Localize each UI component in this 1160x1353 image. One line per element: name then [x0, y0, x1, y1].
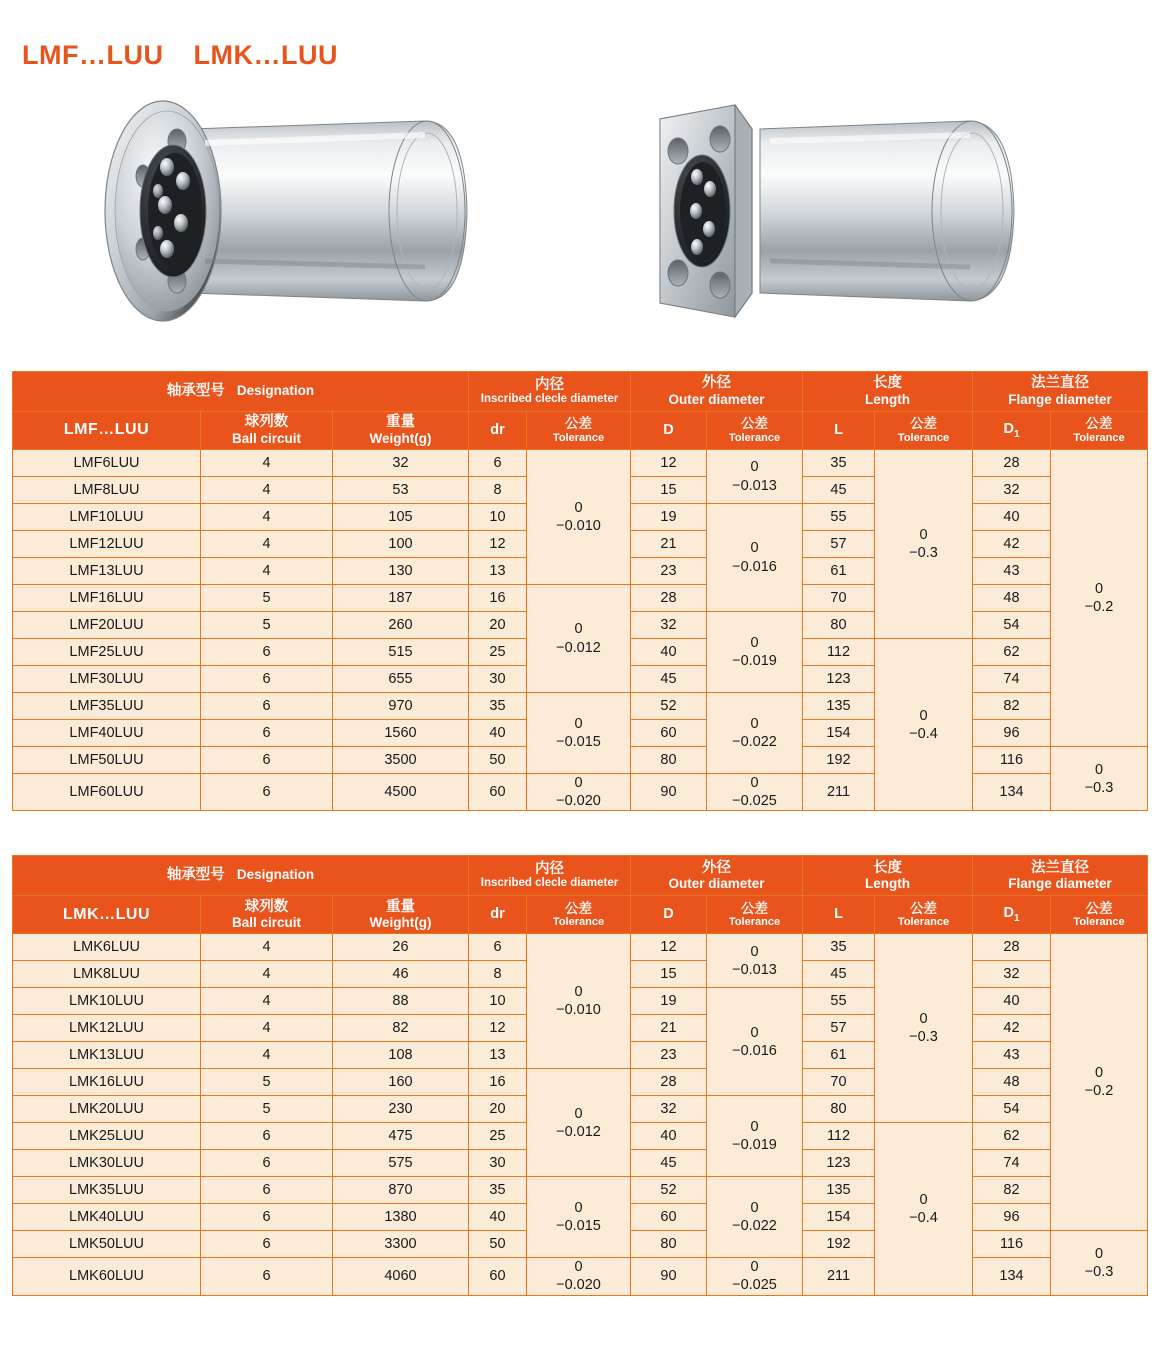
lmk-dr-tolerance-header: 公差 Tolerance: [527, 896, 631, 934]
lmk-D1-cell: 96: [973, 1204, 1051, 1231]
lmf-D-cell: 60: [631, 720, 707, 747]
lmk-L-cell: 154: [803, 1204, 875, 1231]
lmk-ballcircuit-cell: 4: [201, 961, 333, 988]
lmf-model-cell: LMF8LUU: [13, 477, 201, 504]
lmk-D1-cell: 32: [973, 961, 1051, 988]
lmk-weight-cell: 575: [333, 1150, 469, 1177]
lmf-D-cell: 32: [631, 612, 707, 639]
lmk-L-tolerance-header: 公差 Tolerance: [875, 896, 973, 934]
lmk-weight-cell: 230: [333, 1096, 469, 1123]
table-row: [13, 934, 1148, 961]
lmf-dr-cell: 6: [469, 450, 527, 477]
lmk-ballcircuit-cell: 4: [201, 988, 333, 1015]
lmf-weight-cell: 515: [333, 639, 469, 666]
lmk-dr-cell: 25: [469, 1123, 527, 1150]
lmf-weight-en: Weight(g): [369, 431, 432, 447]
lmk-model-cell: LMK25LUU: [13, 1123, 201, 1150]
lmf-L-cell: 57: [803, 531, 875, 558]
lmk-square-flange-bearing: [640, 81, 1060, 341]
lmk-ballcircuit-cell: 6: [201, 1258, 333, 1295]
lmk-flange-header: [973, 856, 1148, 896]
lmk-D-tolerance-cell: 0 −0.013: [707, 934, 803, 988]
lmf-D-tolerance-cell: 0 −0.022: [707, 693, 803, 774]
lmk-D-cell: 90: [631, 1258, 707, 1295]
lmk-dr-cell: 60: [469, 1258, 527, 1295]
lmk-model-cell: LMK30LUU: [13, 1150, 201, 1177]
lmf-round-flange-bearing: [95, 81, 515, 341]
lmf-dr-tolerance-cell: 0 −0.015: [527, 693, 631, 774]
lmk-D-cell: 60: [631, 1204, 707, 1231]
lmf-D1-cell: 82: [973, 693, 1051, 720]
lmk-L-cell: 61: [803, 1042, 875, 1069]
lmf-dr-cell: 60: [469, 774, 527, 811]
lmk-L-cell: 211: [803, 1258, 875, 1295]
lmk-D1-cell: 116: [973, 1231, 1051, 1258]
lmf-ballcircuit-cell: 4: [201, 477, 333, 504]
lmf-dr-cell: 20: [469, 612, 527, 639]
lmf-inscribed-cn: 内径: [535, 376, 564, 393]
lmf-D-cell: 90: [631, 774, 707, 811]
page-title-lmk: LMK…LUU: [193, 40, 338, 70]
lmf-ballcircuit-cell: 5: [201, 585, 333, 612]
lmf-D1-cell: 28: [973, 450, 1051, 477]
lmf-D-tolerance-cell: 0 −0.016: [707, 504, 803, 612]
lmf-D-cell: 23: [631, 558, 707, 585]
lmf-designation-cn: 轴承型号: [166, 383, 225, 400]
lmf-model-cell: LMF13LUU: [13, 558, 201, 585]
lmf-model-cell: LMF6LUU: [13, 450, 201, 477]
lmf-length-header: [803, 372, 973, 412]
lmk-ballcircuit-header: [201, 896, 333, 934]
lmf-L-header: L: [803, 412, 875, 450]
lmk-inscribed-en: Inscribed clecle diameter: [480, 877, 619, 890]
lmk-dr-cell: 20: [469, 1096, 527, 1123]
lmk-D-cell: 40: [631, 1123, 707, 1150]
lmk-ballcircuit-cn: 球列数: [244, 898, 289, 915]
lmk-weight-cell: 108: [333, 1042, 469, 1069]
lmk-D-cell: 32: [631, 1096, 707, 1123]
lmf-D-tolerance-cell: 0 −0.025: [707, 774, 803, 811]
lmf-D-cell: 45: [631, 666, 707, 693]
lmk-D-cell: 19: [631, 988, 707, 1015]
lmf-weight-cell: 655: [333, 666, 469, 693]
product-images: [0, 81, 1160, 371]
lmf-ballcircuit-cell: 4: [201, 558, 333, 585]
lmf-outer-cn: 外径: [702, 375, 731, 392]
lmf-weight-cn: 重量: [386, 414, 415, 431]
lmk-L-cell: 55: [803, 988, 875, 1015]
table-row: [13, 1177, 1148, 1204]
lmf-dr-cell: 12: [469, 531, 527, 558]
lmf-model-cell: LMF35LUU: [13, 693, 201, 720]
lmk-designation-en: Designation: [236, 867, 315, 883]
lmk-inscribed-header: [469, 856, 631, 896]
lmf-weight-cell: 100: [333, 531, 469, 558]
lmf-dr-cell: 30: [469, 666, 527, 693]
lmf-weight-cell: 3500: [333, 747, 469, 774]
lmf-dr-cell: 10: [469, 504, 527, 531]
lmk-dr-tolerance-cell: 0 −0.010: [527, 934, 631, 1069]
lmk-L-cell: 45: [803, 961, 875, 988]
lmk-D1-cell: 48: [973, 1069, 1051, 1096]
lmf-L-tolerance-cell: 0 −0.4: [875, 639, 973, 811]
lmf-model-cell: LMF12LUU: [13, 531, 201, 558]
lmf-model-cell: LMF60LUU: [13, 774, 201, 811]
lmk-model-cell: LMK60LUU: [13, 1258, 201, 1295]
lmf-flange-cn: 法兰直径: [1031, 375, 1089, 392]
lmk-D1-cell: 82: [973, 1177, 1051, 1204]
lmf-L-cell: 55: [803, 504, 875, 531]
lmf-inscribed-en: Inscribed clecle diameter: [480, 393, 619, 406]
lmk-weight-cell: 46: [333, 961, 469, 988]
lmk-dr-cell: 13: [469, 1042, 527, 1069]
lmk-flange-en: Flange diameter: [1008, 876, 1112, 892]
lmk-dr-cell: 40: [469, 1204, 527, 1231]
lmf-model-cell: LMF20LUU: [13, 612, 201, 639]
lmk-outer-cn: 外径: [702, 859, 731, 876]
lmf-weight-cell: 970: [333, 693, 469, 720]
lmf-D-cell: 52: [631, 693, 707, 720]
lmf-designation-en: Designation: [236, 383, 315, 399]
lmf-D1-cell: 48: [973, 585, 1051, 612]
lmf-dr-cell: 25: [469, 639, 527, 666]
lmf-dr-tolerance-header: 公差 Tolerance: [527, 412, 631, 450]
lmf-D-tolerance-header: 公差 Tolerance: [707, 412, 803, 450]
lmf-ballcircuit-cell: 6: [201, 639, 333, 666]
lmf-weight-cell: 32: [333, 450, 469, 477]
lmk-model-cell: LMK12LUU: [13, 1015, 201, 1042]
lmk-model-cell: LMK35LUU: [13, 1177, 201, 1204]
lmf-L-cell: 80: [803, 612, 875, 639]
lmk-length-header: [803, 856, 973, 896]
lmk-length-cn: 长度: [873, 859, 902, 876]
lmf-series-label: LMF…LUU: [13, 412, 201, 450]
lmf-dr-cell: 16: [469, 585, 527, 612]
lmk-model-cell: LMK13LUU: [13, 1042, 201, 1069]
lmk-L-tolerance-cell: 0 −0.4: [875, 1123, 973, 1295]
lmf-L-cell: 154: [803, 720, 875, 747]
lmk-D-cell: 15: [631, 961, 707, 988]
lmk-weight-cell: 26: [333, 934, 469, 961]
lmk-designation-header: [13, 856, 469, 896]
lmk-ballcircuit-cell: 4: [201, 934, 333, 961]
lmk-D-cell: 45: [631, 1150, 707, 1177]
lmk-D-tolerance-header: 公差 Tolerance: [707, 896, 803, 934]
lmk-dr-tolerance-cell: 0 −0.015: [527, 1177, 631, 1258]
lmk-ballcircuit-cell: 6: [201, 1204, 333, 1231]
lmf-L-cell: 192: [803, 747, 875, 774]
lmk-D1-tolerance-cell: 0 −0.3: [1051, 1231, 1148, 1295]
lmk-L-cell: 70: [803, 1069, 875, 1096]
lmf-D-cell: 80: [631, 747, 707, 774]
lmf-D-cell: 40: [631, 639, 707, 666]
lmk-D1-cell: 40: [973, 988, 1051, 1015]
lmf-dr-tolerance-cell: 0 −0.020: [527, 774, 631, 811]
lmf-table-body: [13, 450, 1148, 811]
table-row: [13, 450, 1148, 477]
lmf-D1-cell: 134: [973, 774, 1051, 811]
lmf-model-cell: LMF30LUU: [13, 666, 201, 693]
lmk-weight-cell: 88: [333, 988, 469, 1015]
lmf-weight-cell: 130: [333, 558, 469, 585]
lmk-spec-table: [12, 855, 1148, 1295]
table-row: [13, 774, 1148, 811]
lmf-dr-cell: 50: [469, 747, 527, 774]
lmk-L-cell: 192: [803, 1231, 875, 1258]
lmk-ballcircuit-cell: 6: [201, 1231, 333, 1258]
lmk-outer-header: [631, 856, 803, 896]
lmk-table-body: [13, 934, 1148, 1295]
lmk-D1-cell: 42: [973, 1015, 1051, 1042]
lmk-ballcircuit-cell: 6: [201, 1123, 333, 1150]
lmk-model-cell: LMK8LUU: [13, 961, 201, 988]
lmk-L-cell: 135: [803, 1177, 875, 1204]
lmk-D1-cell: 62: [973, 1123, 1051, 1150]
lmf-D1-cell: 40: [973, 504, 1051, 531]
table-row: [13, 1258, 1148, 1295]
page-title-lmf: LMF…LUU: [22, 40, 164, 70]
lmk-L-header: L: [803, 896, 875, 934]
lmk-D-cell: 80: [631, 1231, 707, 1258]
lmf-inscribed-header: [469, 372, 631, 412]
lmf-outer-header: [631, 372, 803, 412]
lmf-L-cell: 70: [803, 585, 875, 612]
lmk-weight-cell: 1380: [333, 1204, 469, 1231]
lmf-D-cell: 12: [631, 450, 707, 477]
lmk-D-tolerance-cell: 0 −0.016: [707, 988, 803, 1096]
lmf-D1-header: $D_1$: [973, 412, 1051, 450]
lmk-L-cell: 80: [803, 1096, 875, 1123]
lmf-L-cell: 135: [803, 693, 875, 720]
lmk-D1-cell: 28: [973, 934, 1051, 961]
lmk-ballcircuit-cell: 6: [201, 1150, 333, 1177]
lmk-D1-cell: 43: [973, 1042, 1051, 1069]
lmf-weight-cell: 105: [333, 504, 469, 531]
lmf-L-cell: 211: [803, 774, 875, 811]
lmk-L-cell: 35: [803, 934, 875, 961]
lmk-model-cell: LMK50LUU: [13, 1231, 201, 1258]
lmk-dr-cell: 12: [469, 1015, 527, 1042]
lmk-weight-header: [333, 896, 469, 934]
lmk-weight-cn: 重量: [386, 898, 415, 915]
lmk-D-tolerance-cell: 0 −0.025: [707, 1258, 803, 1295]
lmf-D1-tolerance-cell: 0 −0.3: [1051, 747, 1148, 811]
lmf-L-cell: 35: [803, 450, 875, 477]
lmf-flange-header: [973, 372, 1148, 412]
lmf-model-cell: LMF50LUU: [13, 747, 201, 774]
lmk-D-cell: 52: [631, 1177, 707, 1204]
lmf-ballcircuit-cn: 球列数: [244, 414, 289, 431]
lmk-dr-cell: 16: [469, 1069, 527, 1096]
lmf-L-cell: 112: [803, 639, 875, 666]
lmf-ballcircuit-cell: 4: [201, 504, 333, 531]
lmk-D-tolerance-cell: 0 −0.019: [707, 1096, 803, 1177]
lmk-D-cell: 21: [631, 1015, 707, 1042]
lmk-model-cell: LMK16LUU: [13, 1069, 201, 1096]
lmk-designation-cn: 轴承型号: [166, 867, 225, 884]
lmf-D-tolerance-cell: 0 −0.013: [707, 450, 803, 504]
lmk-weight-cell: 475: [333, 1123, 469, 1150]
lmf-model-cell: LMF10LUU: [13, 504, 201, 531]
lmk-D1-cell: 134: [973, 1258, 1051, 1295]
lmf-D1-tolerance-header: 公差 Tolerance: [1051, 412, 1148, 450]
lmf-weight-cell: 187: [333, 585, 469, 612]
lmf-length-cn: 长度: [873, 375, 902, 392]
lmf-D1-cell: 74: [973, 666, 1051, 693]
lmk-dr-cell: 8: [469, 961, 527, 988]
lmk-L-cell: 112: [803, 1123, 875, 1150]
lmf-D1-cell: 62: [973, 639, 1051, 666]
lmf-model-cell: LMF40LUU: [13, 720, 201, 747]
lmk-dr-cell: 50: [469, 1231, 527, 1258]
table-row: [13, 585, 1148, 612]
lmf-ballcircuit-en: Ball circuit: [231, 431, 302, 447]
lmf-dr-tolerance-cell: 0 −0.010: [527, 450, 631, 585]
lmf-dr-cell: 40: [469, 720, 527, 747]
lmk-L-cell: 57: [803, 1015, 875, 1042]
table-row: [13, 693, 1148, 720]
lmf-ballcircuit-cell: 6: [201, 693, 333, 720]
lmf-weight-cell: 4500: [333, 774, 469, 811]
lmf-designation-header: [13, 372, 469, 412]
lmk-dr-header: dr: [469, 896, 527, 934]
lmf-D1-cell: 42: [973, 531, 1051, 558]
lmk-dr-cell: 10: [469, 988, 527, 1015]
lmk-model-cell: LMK20LUU: [13, 1096, 201, 1123]
lmf-D-cell: 28: [631, 585, 707, 612]
lmk-dr-cell: 30: [469, 1150, 527, 1177]
lmk-ballcircuit-cell: 4: [201, 1042, 333, 1069]
lmk-D1-header: $D_1$: [973, 896, 1051, 934]
lmk-D-cell: 28: [631, 1069, 707, 1096]
lmk-D1-cell: 74: [973, 1150, 1051, 1177]
lmk-dr-cell: 6: [469, 934, 527, 961]
lmk-ballcircuit-cell: 4: [201, 1015, 333, 1042]
lmk-dr-tolerance-cell: 0 −0.012: [527, 1069, 631, 1177]
lmf-ballcircuit-cell: 6: [201, 747, 333, 774]
lmk-ballcircuit-cell: 5: [201, 1096, 333, 1123]
lmf-ballcircuit-cell: 6: [201, 720, 333, 747]
lmk-outer-en: Outer diameter: [668, 876, 765, 892]
lmf-model-cell: LMF25LUU: [13, 639, 201, 666]
lmk-D-header: D: [631, 896, 707, 934]
lmf-ballcircuit-header: [201, 412, 333, 450]
lmk-series-label: LMK…LUU: [13, 896, 201, 934]
lmk-weight-cell: 82: [333, 1015, 469, 1042]
lmk-D-tolerance-cell: 0 −0.022: [707, 1177, 803, 1258]
lmk-dr-cell: 35: [469, 1177, 527, 1204]
lmf-dr-cell: 13: [469, 558, 527, 585]
lmk-D-cell: 12: [631, 934, 707, 961]
lmf-D1-cell: 96: [973, 720, 1051, 747]
lmf-L-cell: 45: [803, 477, 875, 504]
lmf-ballcircuit-cell: 6: [201, 666, 333, 693]
lmf-dr-tolerance-cell: 0 −0.012: [527, 585, 631, 693]
lmf-L-cell: 123: [803, 666, 875, 693]
lmk-length-en: Length: [865, 876, 910, 892]
lmk-L-cell: 123: [803, 1150, 875, 1177]
lmf-ballcircuit-cell: 4: [201, 450, 333, 477]
lmk-model-cell: LMK10LUU: [13, 988, 201, 1015]
lmf-D1-cell: 32: [973, 477, 1051, 504]
lmk-ballcircuit-cell: 6: [201, 1177, 333, 1204]
lmk-L-tolerance-cell: 0 −0.3: [875, 934, 973, 1123]
lmk-weight-cell: 870: [333, 1177, 469, 1204]
lmk-dr-tolerance-cell: 0 −0.020: [527, 1258, 631, 1295]
lmf-L-tolerance-header: 公差 Tolerance: [875, 412, 973, 450]
lmf-outer-en: Outer diameter: [668, 392, 765, 408]
lmf-flange-en: Flange diameter: [1008, 392, 1112, 408]
page-title: [0, 0, 1160, 71]
lmk-D-cell: 23: [631, 1042, 707, 1069]
lmf-L-tolerance-cell: 0 −0.3: [875, 450, 973, 639]
lmf-weight-cell: 260: [333, 612, 469, 639]
lmf-ballcircuit-cell: 5: [201, 612, 333, 639]
lmk-ballcircuit-cell: 5: [201, 1069, 333, 1096]
lmf-dr-cell: 8: [469, 477, 527, 504]
lmf-weight-cell: 53: [333, 477, 469, 504]
lmf-D-header: D: [631, 412, 707, 450]
lmf-D-tolerance-cell: 0 −0.019: [707, 612, 803, 693]
lmk-weight-cell: 160: [333, 1069, 469, 1096]
lmf-length-en: Length: [865, 392, 910, 408]
lmk-D1-tolerance-cell: 0 −0.2: [1051, 934, 1148, 1231]
lmf-ballcircuit-cell: 4: [201, 531, 333, 558]
lmf-D1-cell: 54: [973, 612, 1051, 639]
lmf-ballcircuit-cell: 6: [201, 774, 333, 811]
lmf-D-cell: 19: [631, 504, 707, 531]
lmk-weight-cell: 3300: [333, 1231, 469, 1258]
lmf-L-cell: 61: [803, 558, 875, 585]
lmk-D1-cell: 54: [973, 1096, 1051, 1123]
lmk-model-cell: LMK6LUU: [13, 934, 201, 961]
lmk-D1-tolerance-header: 公差 Tolerance: [1051, 896, 1148, 934]
lmf-dr-header: dr: [469, 412, 527, 450]
lmf-D-cell: 21: [631, 531, 707, 558]
lmf-model-cell: LMF16LUU: [13, 585, 201, 612]
lmf-D1-cell: 116: [973, 747, 1051, 774]
lmk-flange-cn: 法兰直径: [1031, 859, 1089, 876]
lmf-dr-cell: 35: [469, 693, 527, 720]
lmf-D1-tolerance-cell: 0 −0.2: [1051, 450, 1148, 747]
table-row: [13, 1069, 1148, 1096]
lmf-weight-cell: 1560: [333, 720, 469, 747]
lmk-inscribed-cn: 内径: [535, 860, 564, 877]
lmk-weight-en: Weight(g): [369, 915, 432, 931]
lmk-weight-cell: 4060: [333, 1258, 469, 1295]
lmk-ballcircuit-en: Ball circuit: [231, 915, 302, 931]
lmf-weight-header: [333, 412, 469, 450]
lmf-D-cell: 15: [631, 477, 707, 504]
lmk-model-cell: LMK40LUU: [13, 1204, 201, 1231]
lmf-spec-table: [12, 371, 1148, 811]
lmf-D1-cell: 43: [973, 558, 1051, 585]
